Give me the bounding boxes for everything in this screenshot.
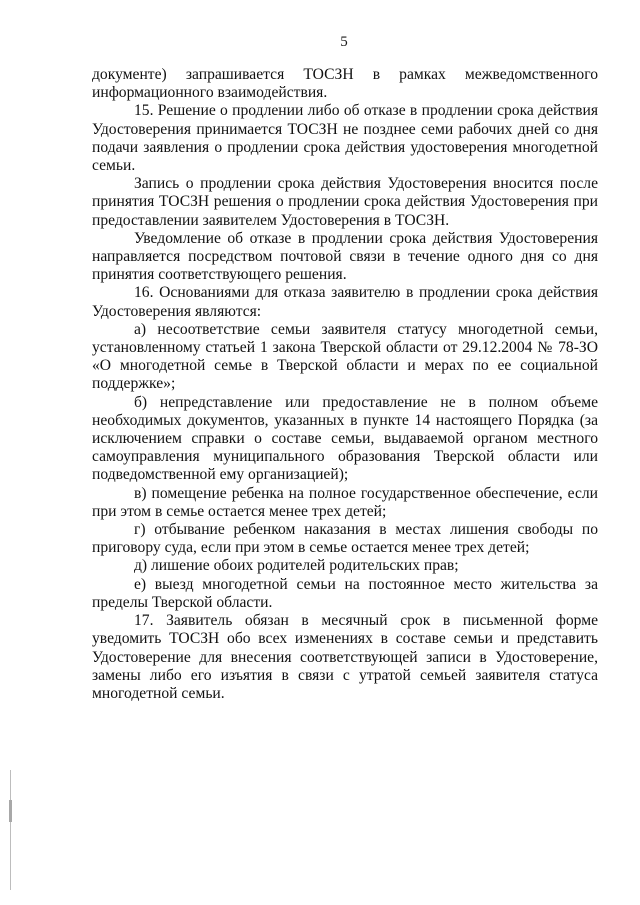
paragraph-17: 17. Заявитель обязан в месячный срок в письменной форме уведомить ТОСЗН обо всех изменениях в составе семьи и представить Удостоверение для внесения соответствующей записи в Удостоверение, замены либо его изъятия в связи с утратой семьей заявителя статуса многодетной семьи. xyxy=(92,612,598,702)
paragraph-16: 16. Основаниями для отказа заявителю в продлении срока действия Удостоверения являются: xyxy=(92,284,598,320)
paragraph-continuation: документе) запрашивается ТОСЗН в рамках межведомственного информационного взаимодействия. xyxy=(92,66,598,102)
list-item-e: е) выезд многодетной семьи на постоянное место жительства за пределы Тверской области. xyxy=(92,575,598,611)
list-item-v: в) помещение ребенка на полное государственное обеспечение, если при этом в семье остается менее трех детей; xyxy=(92,484,598,520)
paragraph-extension-record: Запись о продлении срока действия Удостоверения вносится после принятия ТОСЗН решения о продлении срока действия Удостоверения при предоставлении заявителем Удостоверения в ТОСЗН. xyxy=(92,175,598,229)
paragraph-15: 15. Решение о продлении либо об отказе в продлении срока действия Удостоверения принимается ТОСЗН не позднее семи рабочих дней со дня подачи заявления о продлении срока действия удостоверения многодетной семьи. xyxy=(92,102,598,175)
document-body xyxy=(92,66,598,703)
page-number: 5 xyxy=(340,34,348,50)
list-item-g: г) отбывание ребенком наказания в местах лишения свободы по приговору суда, если при этом в семье остается менее трех детей; xyxy=(92,521,598,557)
paragraph-refusal-notice: Уведомление об отказе в продлении срока действия Удостоверения направляется посредством почтовой связи в течение одного дня со дня принятия соответствующего решения. xyxy=(92,229,598,284)
list-item-b: б) непредставление или предоставление не в полном объеме необходимых документов, указанных в пункте 14 настоящего Порядка (за исключением справки о составе семьи, выдаваемой органом местного самоуправления муниципального образования Тверской области или подведомственной ему организацией); xyxy=(92,393,598,484)
scan-margin-mark xyxy=(9,800,12,822)
list-item-a: а) несоответствие семьи заявителя статусу многодетной семьи, установленному статьей 1 закона Тверской области от 29.12.2004 № 78-ЗО «О многодетной семье в Тверской области и мерах по ее социальной поддержке»; xyxy=(92,320,598,393)
list-item-d: д) лишение обоих родителей родительских прав; xyxy=(134,557,459,575)
scan-margin-line xyxy=(10,770,11,890)
